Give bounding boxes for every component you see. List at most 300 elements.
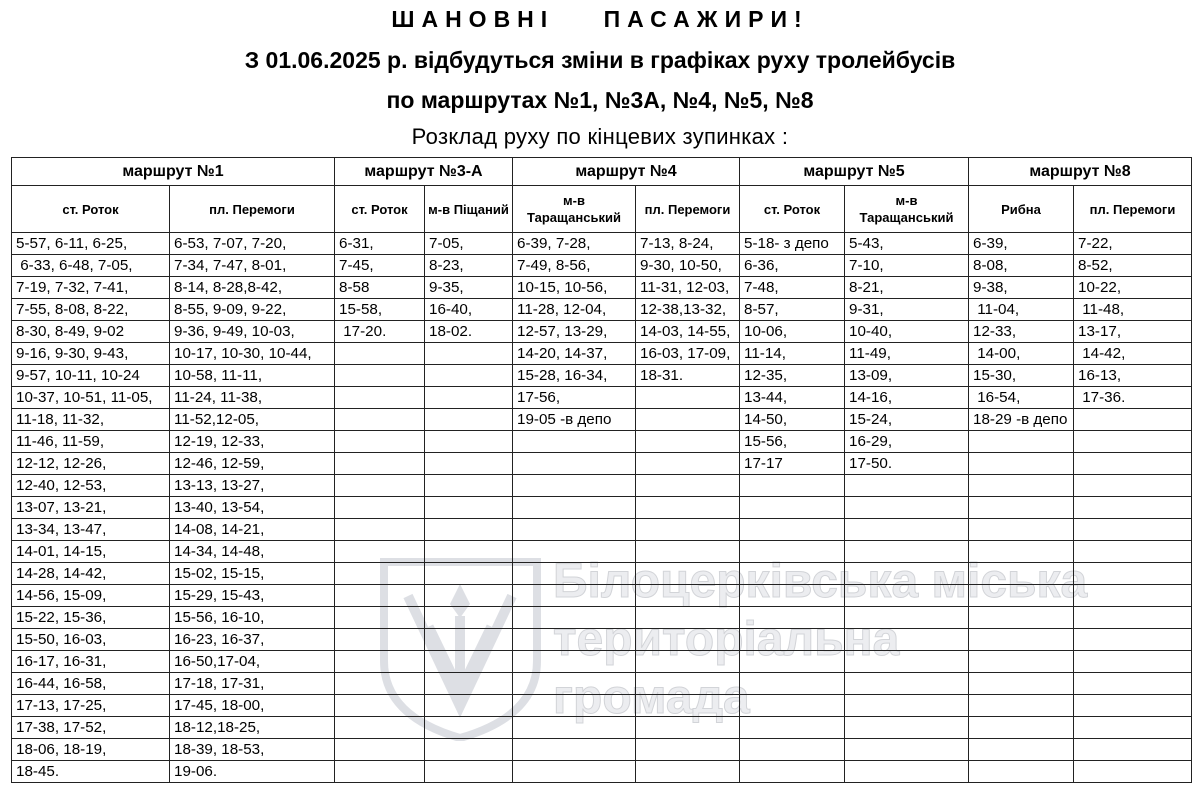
time-cell: 15-24, xyxy=(845,409,969,431)
time-cell xyxy=(845,563,969,585)
time-cell xyxy=(335,739,425,761)
time-cell xyxy=(969,695,1074,717)
time-cell xyxy=(335,365,425,387)
time-cell: 11-46, 11-59, xyxy=(12,431,170,453)
time-cell xyxy=(740,739,845,761)
time-cell: 11-18, 11-32, xyxy=(12,409,170,431)
time-cell xyxy=(335,409,425,431)
time-cell: 13-07, 13-21, xyxy=(12,497,170,519)
time-cell: 8-08, xyxy=(969,255,1074,277)
time-cell xyxy=(1074,409,1192,431)
time-cell xyxy=(740,541,845,563)
time-cell: 15-58, xyxy=(335,299,425,321)
time-cell: 14-01, 14-15, xyxy=(12,541,170,563)
time-cell xyxy=(740,497,845,519)
time-cell xyxy=(1074,453,1192,475)
time-cell: 16-29, xyxy=(845,431,969,453)
time-cell: 7-05, xyxy=(425,233,513,255)
route-header-row xyxy=(12,158,1192,186)
route-3a-header: маршрут №3-А xyxy=(335,158,513,186)
time-cell: 12-40, 12-53, xyxy=(12,475,170,497)
time-cell xyxy=(969,585,1074,607)
time-cell xyxy=(1074,519,1192,541)
time-cell: 14-50, xyxy=(740,409,845,431)
time-cell xyxy=(335,519,425,541)
time-cell xyxy=(425,651,513,673)
time-cell: 7-10, xyxy=(845,255,969,277)
time-cell xyxy=(335,343,425,365)
time-cell: 10-22, xyxy=(1074,277,1192,299)
time-cell: 13-44, xyxy=(740,387,845,409)
time-cell xyxy=(845,695,969,717)
time-cell xyxy=(969,497,1074,519)
route-3a-stop-b: м-в Піщаний xyxy=(425,186,513,233)
time-cell: 17-20. xyxy=(335,321,425,343)
time-cell: 15-56, 16-10, xyxy=(170,607,335,629)
time-cell: 18-02. xyxy=(425,321,513,343)
schedule-row xyxy=(12,497,1192,519)
time-cell xyxy=(845,739,969,761)
time-cell xyxy=(513,629,636,651)
time-cell xyxy=(845,475,969,497)
time-cell: 6-33, 6-48, 7-05, xyxy=(12,255,170,277)
time-cell xyxy=(1074,585,1192,607)
time-cell: 8-58 xyxy=(335,277,425,299)
time-cell: 11-28, 12-04, xyxy=(513,299,636,321)
schedule-row xyxy=(12,321,1192,343)
time-cell: 18-29 -в депо xyxy=(969,409,1074,431)
time-cell: 10-15, 10-56, xyxy=(513,277,636,299)
time-cell xyxy=(636,497,740,519)
time-cell: 18-45. xyxy=(12,761,170,783)
schedule-row xyxy=(12,563,1192,585)
schedule-row xyxy=(12,541,1192,563)
time-cell: 12-12, 12-26, xyxy=(12,453,170,475)
time-cell xyxy=(1074,431,1192,453)
stop-header-row xyxy=(12,186,1192,233)
schedule-body xyxy=(12,233,1192,783)
routes-heading: по маршрутах №1, №3А, №4, №5, №8 xyxy=(386,87,814,113)
time-cell xyxy=(425,541,513,563)
schedule-row xyxy=(12,629,1192,651)
announcement-heading: З 01.06.2025 р. відбудуться зміни в графіках руху тролейбусів xyxy=(244,47,956,73)
time-cell: 15-29, 15-43, xyxy=(170,585,335,607)
time-cell xyxy=(335,563,425,585)
time-cell: 9-36, 9-49, 10-03, xyxy=(170,321,335,343)
time-cell xyxy=(636,717,740,739)
time-cell xyxy=(425,607,513,629)
time-cell xyxy=(636,541,740,563)
time-cell xyxy=(969,651,1074,673)
time-cell: 7-22, xyxy=(1074,233,1192,255)
time-cell xyxy=(1074,651,1192,673)
route-8-stop-b: пл. Перемоги xyxy=(1074,186,1192,233)
time-cell xyxy=(1074,541,1192,563)
time-cell: 11-49, xyxy=(845,343,969,365)
watermark-line-1: Білоцерківська міська xyxy=(553,555,1088,608)
time-cell xyxy=(513,563,636,585)
time-cell xyxy=(335,717,425,739)
time-cell: 14-56, 15-09, xyxy=(12,585,170,607)
time-cell: 8-30, 8-49, 9-02 xyxy=(12,321,170,343)
time-cell: 5-43, xyxy=(845,233,969,255)
schedule-table xyxy=(11,157,1192,783)
time-cell xyxy=(335,629,425,651)
time-cell xyxy=(425,695,513,717)
time-cell: 14-20, 14-37, xyxy=(513,343,636,365)
time-cell xyxy=(969,431,1074,453)
time-cell: 17-36. xyxy=(1074,387,1192,409)
time-cell: 17-38, 17-52, xyxy=(12,717,170,739)
time-cell xyxy=(845,607,969,629)
time-cell: 19-05 -в депо xyxy=(513,409,636,431)
time-cell xyxy=(740,673,845,695)
route-1-header: маршрут №1 xyxy=(12,158,335,186)
time-cell xyxy=(845,497,969,519)
time-cell xyxy=(1074,695,1192,717)
time-cell: 16-44, 16-58, xyxy=(12,673,170,695)
time-cell: 10-37, 10-51, 11-05, xyxy=(12,387,170,409)
time-cell xyxy=(425,519,513,541)
time-cell xyxy=(740,717,845,739)
time-cell: 12-46, 12-59, xyxy=(170,453,335,475)
time-cell xyxy=(845,717,969,739)
schedule-row xyxy=(12,387,1192,409)
schedule-row xyxy=(12,761,1192,783)
time-cell: 7-49, 8-56, xyxy=(513,255,636,277)
time-cell: 14-42, xyxy=(1074,343,1192,365)
time-cell: 11-52,12-05, xyxy=(170,409,335,431)
time-cell: 6-39, 7-28, xyxy=(513,233,636,255)
route-1-stop-a: ст. Роток xyxy=(12,186,170,233)
time-cell: 7-55, 8-08, 8-22, xyxy=(12,299,170,321)
time-cell xyxy=(335,453,425,475)
route-5-stop-a: ст. Роток xyxy=(740,186,845,233)
time-cell xyxy=(969,563,1074,585)
time-cell xyxy=(425,497,513,519)
time-cell xyxy=(845,673,969,695)
time-cell: 7-34, 7-47, 8-01, xyxy=(170,255,335,277)
time-cell xyxy=(513,453,636,475)
time-cell: 14-34, 14-48, xyxy=(170,541,335,563)
time-cell: 11-31, 12-03, xyxy=(636,277,740,299)
time-cell: 16-03, 17-09, xyxy=(636,343,740,365)
time-cell xyxy=(335,651,425,673)
time-cell xyxy=(425,453,513,475)
time-cell: 12-38,13-32, xyxy=(636,299,740,321)
time-cell: 9-35, xyxy=(425,277,513,299)
time-cell xyxy=(1074,629,1192,651)
time-cell xyxy=(969,519,1074,541)
time-cell: 9-38, xyxy=(969,277,1074,299)
time-cell: 11-24, 11-38, xyxy=(170,387,335,409)
schedule-row xyxy=(12,233,1192,255)
time-cell: 19-06. xyxy=(170,761,335,783)
time-cell: 18-39, 18-53, xyxy=(170,739,335,761)
time-cell: 15-50, 16-03, xyxy=(12,629,170,651)
time-cell xyxy=(425,761,513,783)
time-cell xyxy=(513,695,636,717)
time-cell: 8-52, xyxy=(1074,255,1192,277)
time-cell xyxy=(335,585,425,607)
time-cell xyxy=(513,607,636,629)
time-cell: 16-23, 16-37, xyxy=(170,629,335,651)
schedule-row xyxy=(12,695,1192,717)
time-cell xyxy=(845,651,969,673)
time-cell: 13-34, 13-47, xyxy=(12,519,170,541)
schedule-row xyxy=(12,409,1192,431)
time-cell xyxy=(969,629,1074,651)
time-cell: 10-40, xyxy=(845,321,969,343)
time-cell xyxy=(636,695,740,717)
time-cell: 11-14, xyxy=(740,343,845,365)
time-cell xyxy=(845,761,969,783)
time-cell: 8-23, xyxy=(425,255,513,277)
time-cell: 16-17, 16-31, xyxy=(12,651,170,673)
time-cell xyxy=(636,673,740,695)
time-cell: 14-00, xyxy=(969,343,1074,365)
time-cell xyxy=(513,585,636,607)
time-cell: 7-45, xyxy=(335,255,425,277)
time-cell xyxy=(513,497,636,519)
time-cell: 8-55, 9-09, 9-22, xyxy=(170,299,335,321)
time-cell xyxy=(636,739,740,761)
time-cell xyxy=(335,673,425,695)
time-cell: 10-58, 11-11, xyxy=(170,365,335,387)
time-cell: 16-40, xyxy=(425,299,513,321)
time-cell: 6-31, xyxy=(335,233,425,255)
time-cell xyxy=(636,563,740,585)
time-cell xyxy=(513,651,636,673)
route-5-header: маршрут №5 xyxy=(740,158,969,186)
time-cell: 14-08, 14-21, xyxy=(170,519,335,541)
route-3a-stop-a: ст. Роток xyxy=(335,186,425,233)
time-cell: 10-17, 10-30, 10-44, xyxy=(170,343,335,365)
time-cell xyxy=(740,695,845,717)
time-cell xyxy=(425,585,513,607)
time-cell xyxy=(740,519,845,541)
time-cell: 15-56, xyxy=(740,431,845,453)
time-cell xyxy=(969,453,1074,475)
time-cell: 12-35, xyxy=(740,365,845,387)
time-cell xyxy=(636,651,740,673)
time-cell: 15-30, xyxy=(969,365,1074,387)
time-cell xyxy=(335,607,425,629)
time-cell: 14-28, 14-42, xyxy=(12,563,170,585)
route-1-stop-b: пл. Перемоги xyxy=(170,186,335,233)
time-cell xyxy=(513,475,636,497)
time-cell xyxy=(513,761,636,783)
time-cell: 17-50. xyxy=(845,453,969,475)
time-cell xyxy=(335,497,425,519)
time-cell xyxy=(845,519,969,541)
schedule-row xyxy=(12,299,1192,321)
time-cell: 12-57, 13-29, xyxy=(513,321,636,343)
time-cell xyxy=(845,585,969,607)
time-cell: 15-02, 15-15, xyxy=(170,563,335,585)
time-cell: 15-28, 16-34, xyxy=(513,365,636,387)
time-cell xyxy=(335,475,425,497)
time-cell: 13-13, 13-27, xyxy=(170,475,335,497)
schedule-row xyxy=(12,431,1192,453)
time-cell xyxy=(969,541,1074,563)
time-cell: 7-48, xyxy=(740,277,845,299)
time-cell: 7-13, 8-24, xyxy=(636,233,740,255)
time-cell xyxy=(513,673,636,695)
time-cell xyxy=(1074,739,1192,761)
time-cell xyxy=(1074,673,1192,695)
time-cell xyxy=(513,541,636,563)
time-cell xyxy=(425,431,513,453)
time-cell xyxy=(636,387,740,409)
watermark-line-2: територіальна xyxy=(553,613,900,666)
route-8-stop-a: Рибна xyxy=(969,186,1074,233)
schedule-row xyxy=(12,343,1192,365)
route-4-header: маршрут №4 xyxy=(513,158,740,186)
time-cell xyxy=(740,475,845,497)
time-cell xyxy=(740,651,845,673)
time-cell xyxy=(1074,717,1192,739)
time-cell: 5-57, 6-11, 6-25, xyxy=(12,233,170,255)
time-cell: 17-17 xyxy=(740,453,845,475)
time-cell: 12-19, 12-33, xyxy=(170,431,335,453)
route-4-stop-a: м-в Таращанський xyxy=(513,186,636,233)
time-cell: 13-40, 13-54, xyxy=(170,497,335,519)
time-cell xyxy=(425,387,513,409)
time-cell: 16-54, xyxy=(969,387,1074,409)
route-8-header: маршрут №8 xyxy=(969,158,1192,186)
time-cell xyxy=(636,431,740,453)
time-cell: 18-12,18-25, xyxy=(170,717,335,739)
time-cell: 13-09, xyxy=(845,365,969,387)
time-cell: 14-03, 14-55, xyxy=(636,321,740,343)
time-cell: 5-18- з депо xyxy=(740,233,845,255)
greeting-heading: ШАНОВНІ ПАСАЖИРИ! xyxy=(391,6,809,32)
time-cell: 18-31. xyxy=(636,365,740,387)
time-cell xyxy=(636,519,740,541)
time-cell: 8-21, xyxy=(845,277,969,299)
time-cell xyxy=(425,563,513,585)
time-cell xyxy=(969,673,1074,695)
route-4-stop-b: пл. Перемоги xyxy=(636,186,740,233)
time-cell: 15-22, 15-36, xyxy=(12,607,170,629)
time-cell xyxy=(740,607,845,629)
time-cell: 9-31, xyxy=(845,299,969,321)
time-cell xyxy=(425,629,513,651)
route-5-stop-b: м-в Таращанський xyxy=(845,186,969,233)
time-cell: 16-13, xyxy=(1074,365,1192,387)
time-cell xyxy=(969,607,1074,629)
time-cell xyxy=(513,431,636,453)
time-cell: 17-45, 18-00, xyxy=(170,695,335,717)
time-cell: 7-19, 7-32, 7-41, xyxy=(12,277,170,299)
schedule-row xyxy=(12,739,1192,761)
time-cell xyxy=(740,761,845,783)
schedule-row xyxy=(12,585,1192,607)
time-cell xyxy=(335,387,425,409)
time-cell xyxy=(425,365,513,387)
time-cell: 16-50,17-04, xyxy=(170,651,335,673)
time-cell xyxy=(845,541,969,563)
time-cell xyxy=(425,717,513,739)
schedule-row xyxy=(12,453,1192,475)
time-cell xyxy=(636,475,740,497)
time-cell xyxy=(969,739,1074,761)
time-cell: 6-39, xyxy=(969,233,1074,255)
schedule-row xyxy=(12,475,1192,497)
time-cell: 9-16, 9-30, 9-43, xyxy=(12,343,170,365)
schedule-row xyxy=(12,673,1192,695)
time-cell xyxy=(513,717,636,739)
time-cell: 18-06, 18-19, xyxy=(12,739,170,761)
time-cell xyxy=(969,475,1074,497)
time-cell: 17-56, xyxy=(513,387,636,409)
time-cell xyxy=(740,563,845,585)
time-cell xyxy=(1074,497,1192,519)
time-cell xyxy=(513,519,636,541)
time-cell: 11-04, xyxy=(969,299,1074,321)
schedule-row xyxy=(12,277,1192,299)
time-cell xyxy=(335,761,425,783)
schedule-row xyxy=(12,717,1192,739)
time-cell xyxy=(1074,563,1192,585)
time-cell xyxy=(335,695,425,717)
schedule-subtitle: Розклад руху по кінцевих зупинках : xyxy=(411,124,789,149)
time-cell: 12-33, xyxy=(969,321,1074,343)
time-cell xyxy=(740,629,845,651)
time-cell: 8-14, 8-28,8-42, xyxy=(170,277,335,299)
time-cell xyxy=(1074,475,1192,497)
time-cell: 8-57, xyxy=(740,299,845,321)
time-cell xyxy=(335,541,425,563)
watermark-line-3: громада xyxy=(553,671,750,724)
time-cell: 9-30, 10-50, xyxy=(636,255,740,277)
time-cell: 10-06, xyxy=(740,321,845,343)
time-cell xyxy=(1074,607,1192,629)
time-cell: 11-48, xyxy=(1074,299,1192,321)
schedule-row xyxy=(12,607,1192,629)
time-cell xyxy=(969,761,1074,783)
time-cell xyxy=(1074,761,1192,783)
time-cell xyxy=(740,585,845,607)
time-cell: 14-16, xyxy=(845,387,969,409)
time-cell xyxy=(425,343,513,365)
time-cell xyxy=(969,717,1074,739)
time-cell xyxy=(425,739,513,761)
schedule-row xyxy=(12,365,1192,387)
time-cell: 6-36, xyxy=(740,255,845,277)
time-cell: 9-57, 10-11, 10-24 xyxy=(12,365,170,387)
time-cell xyxy=(513,739,636,761)
time-cell xyxy=(425,673,513,695)
time-cell xyxy=(636,409,740,431)
time-cell xyxy=(425,409,513,431)
schedule-row xyxy=(12,519,1192,541)
time-cell xyxy=(636,453,740,475)
time-cell xyxy=(636,761,740,783)
time-cell: 17-13, 17-25, xyxy=(12,695,170,717)
time-cell xyxy=(636,629,740,651)
time-cell: 6-53, 7-07, 7-20, xyxy=(170,233,335,255)
time-cell xyxy=(636,585,740,607)
schedule-row xyxy=(12,651,1192,673)
time-cell: 17-18, 17-31, xyxy=(170,673,335,695)
time-cell xyxy=(335,431,425,453)
time-cell xyxy=(636,607,740,629)
schedule-row xyxy=(12,255,1192,277)
time-cell xyxy=(425,475,513,497)
time-cell: 13-17, xyxy=(1074,321,1192,343)
